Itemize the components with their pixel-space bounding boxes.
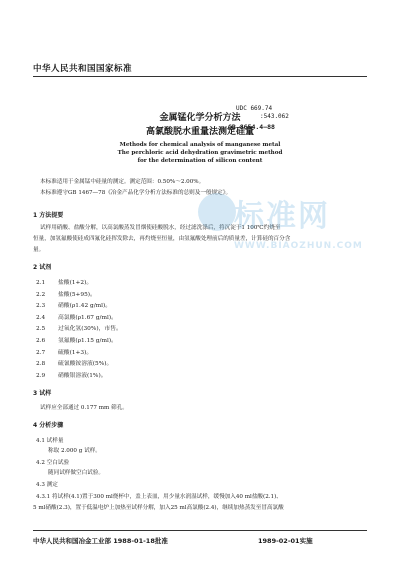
reagent-number: 2.3 — [36, 303, 46, 310]
reagent-text: 硫酸(1+3)。 — [58, 349, 93, 356]
reagent-text: 氢氟酸(ρ1.15 g/ml)。 — [58, 338, 117, 344]
reagent-text: 硝酸银溶液(1%)。 — [58, 372, 107, 379]
approval-note: 中华人民共和国冶金工业部 1988-01-18批准 — [33, 537, 168, 545]
reagent-item — [36, 358, 112, 367]
footer-rule — [33, 530, 367, 531]
watermark-logo-icon — [198, 193, 236, 231]
reagent-text: 高氯酸(ρ1.67 g/ml)。 — [58, 314, 117, 321]
watermark-url: WWW.BIAOZHUN.COM — [234, 241, 363, 251]
section-4-2-title: 4.2 空白试验 — [36, 460, 70, 466]
section-4-title: 4 分析步骤 — [33, 422, 64, 429]
title-en-1: Methods for chemical analysis of manganese metal — [119, 142, 281, 148]
reagent-number: 2.5 — [36, 326, 46, 333]
section-3-title: 3 试样 — [33, 390, 52, 397]
reagent-item — [36, 370, 107, 379]
reagent-text: 硝酸(ρ1.42 g/ml)。 — [58, 303, 112, 310]
reagent-item — [36, 347, 92, 356]
reagent-item — [36, 300, 111, 309]
section-4-3-title: 4.3 测定 — [36, 482, 58, 488]
section-1-line-2: 恒量，加氢氟酸使硅成四氟化硅挥发除去，再灼烧至恒量，由氢氟酸处理前后的质量差，计算硅的百分含 — [33, 236, 291, 242]
title-en-2: The perchloric acid dehydration gravimetric method — [117, 150, 283, 156]
reagent-number: 2.4 — [36, 314, 46, 321]
header-rule — [33, 76, 367, 77]
watermark-text: 标准网 — [234, 199, 330, 234]
title-cn-2: 高氯酸脱水重量法测定硅量 — [145, 127, 254, 137]
section-4-1-title: 4.1 试样量 — [36, 438, 64, 444]
udc-code-2: :543.062 — [260, 113, 289, 120]
section-1-line-1: 试样用硝酸、盐酸分解，以高氯酸蒸发冒烟使硅酸脱水，经过滤洗涤后，将沉淀于1 100℃灼烧至 — [40, 225, 281, 231]
section-4-2-text: 随同试样做空白试验。 — [48, 470, 104, 476]
udc-code: UDC 669.74 — [236, 105, 273, 112]
reagent-text: 盐酸(1+2)。 — [58, 280, 93, 286]
reagent-item — [36, 335, 117, 344]
reagent-text: 硫氰酸铵溶液(5%)。 — [58, 361, 113, 368]
reagent-number: 2.6 — [36, 338, 46, 344]
section-4-1-text: 称取 2.000 g 试样。 — [48, 448, 101, 454]
section-1-title: 1 方法提要 — [33, 212, 64, 219]
intro-line-1: 本标准适用于金属锰中硅量的测定。测定范围：0.50%～2.00%。 — [40, 179, 205, 185]
watermark — [198, 185, 363, 265]
reagent-number: 2.8 — [36, 361, 46, 368]
reagent-number: 2.1 — [36, 280, 46, 286]
reagent-item — [36, 277, 92, 286]
reagent-text: 盐酸(5+95)。 — [58, 291, 96, 298]
section-4-3-1-line-2: 5 ml硝酸(2.3)，置于低温电炉上加热至试样分解，加入25 ml高氯酸(2.4)，继续加热蒸发至冒高氯酸 — [33, 505, 284, 511]
section-2-title: 2 试剂 — [33, 264, 52, 271]
implementation-date: 1989-02-01实施 — [258, 537, 313, 545]
reagent-text: 过氧化氢(30%)，市售。 — [58, 326, 122, 333]
reagent-item — [36, 323, 122, 332]
reagent-item — [36, 289, 96, 298]
intro-line-2: 本标准遵守GB 1467—78《冶金产品化学分析方法标准的总则及一般规定》。 — [40, 190, 232, 196]
title-cn-1: 金属锰化学分析方法 — [159, 113, 241, 123]
section-4-3-1-line-1: 4.3.1 将试样(4.1)置于300 ml烧杯中，盖上表皿，用少量水润湿试样，缓慢加入40 ml盐酸(2.1)、 — [36, 494, 282, 500]
reagent-number: 2.9 — [36, 372, 46, 379]
reagent-number: 2.2 — [36, 291, 46, 298]
section-1-line-3: 量。 — [33, 247, 45, 253]
gb-number: GB 8654.4—88 — [228, 123, 275, 131]
reagent-number: 2.7 — [36, 349, 46, 356]
issuer-header: 中华人民共和国国家标准 — [33, 64, 133, 74]
reagent-item — [36, 312, 117, 321]
section-3-text: 试样应全部通过 0.177 mm 筛孔。 — [40, 405, 128, 411]
title-en-3: for the determination of silicon content — [137, 158, 263, 164]
